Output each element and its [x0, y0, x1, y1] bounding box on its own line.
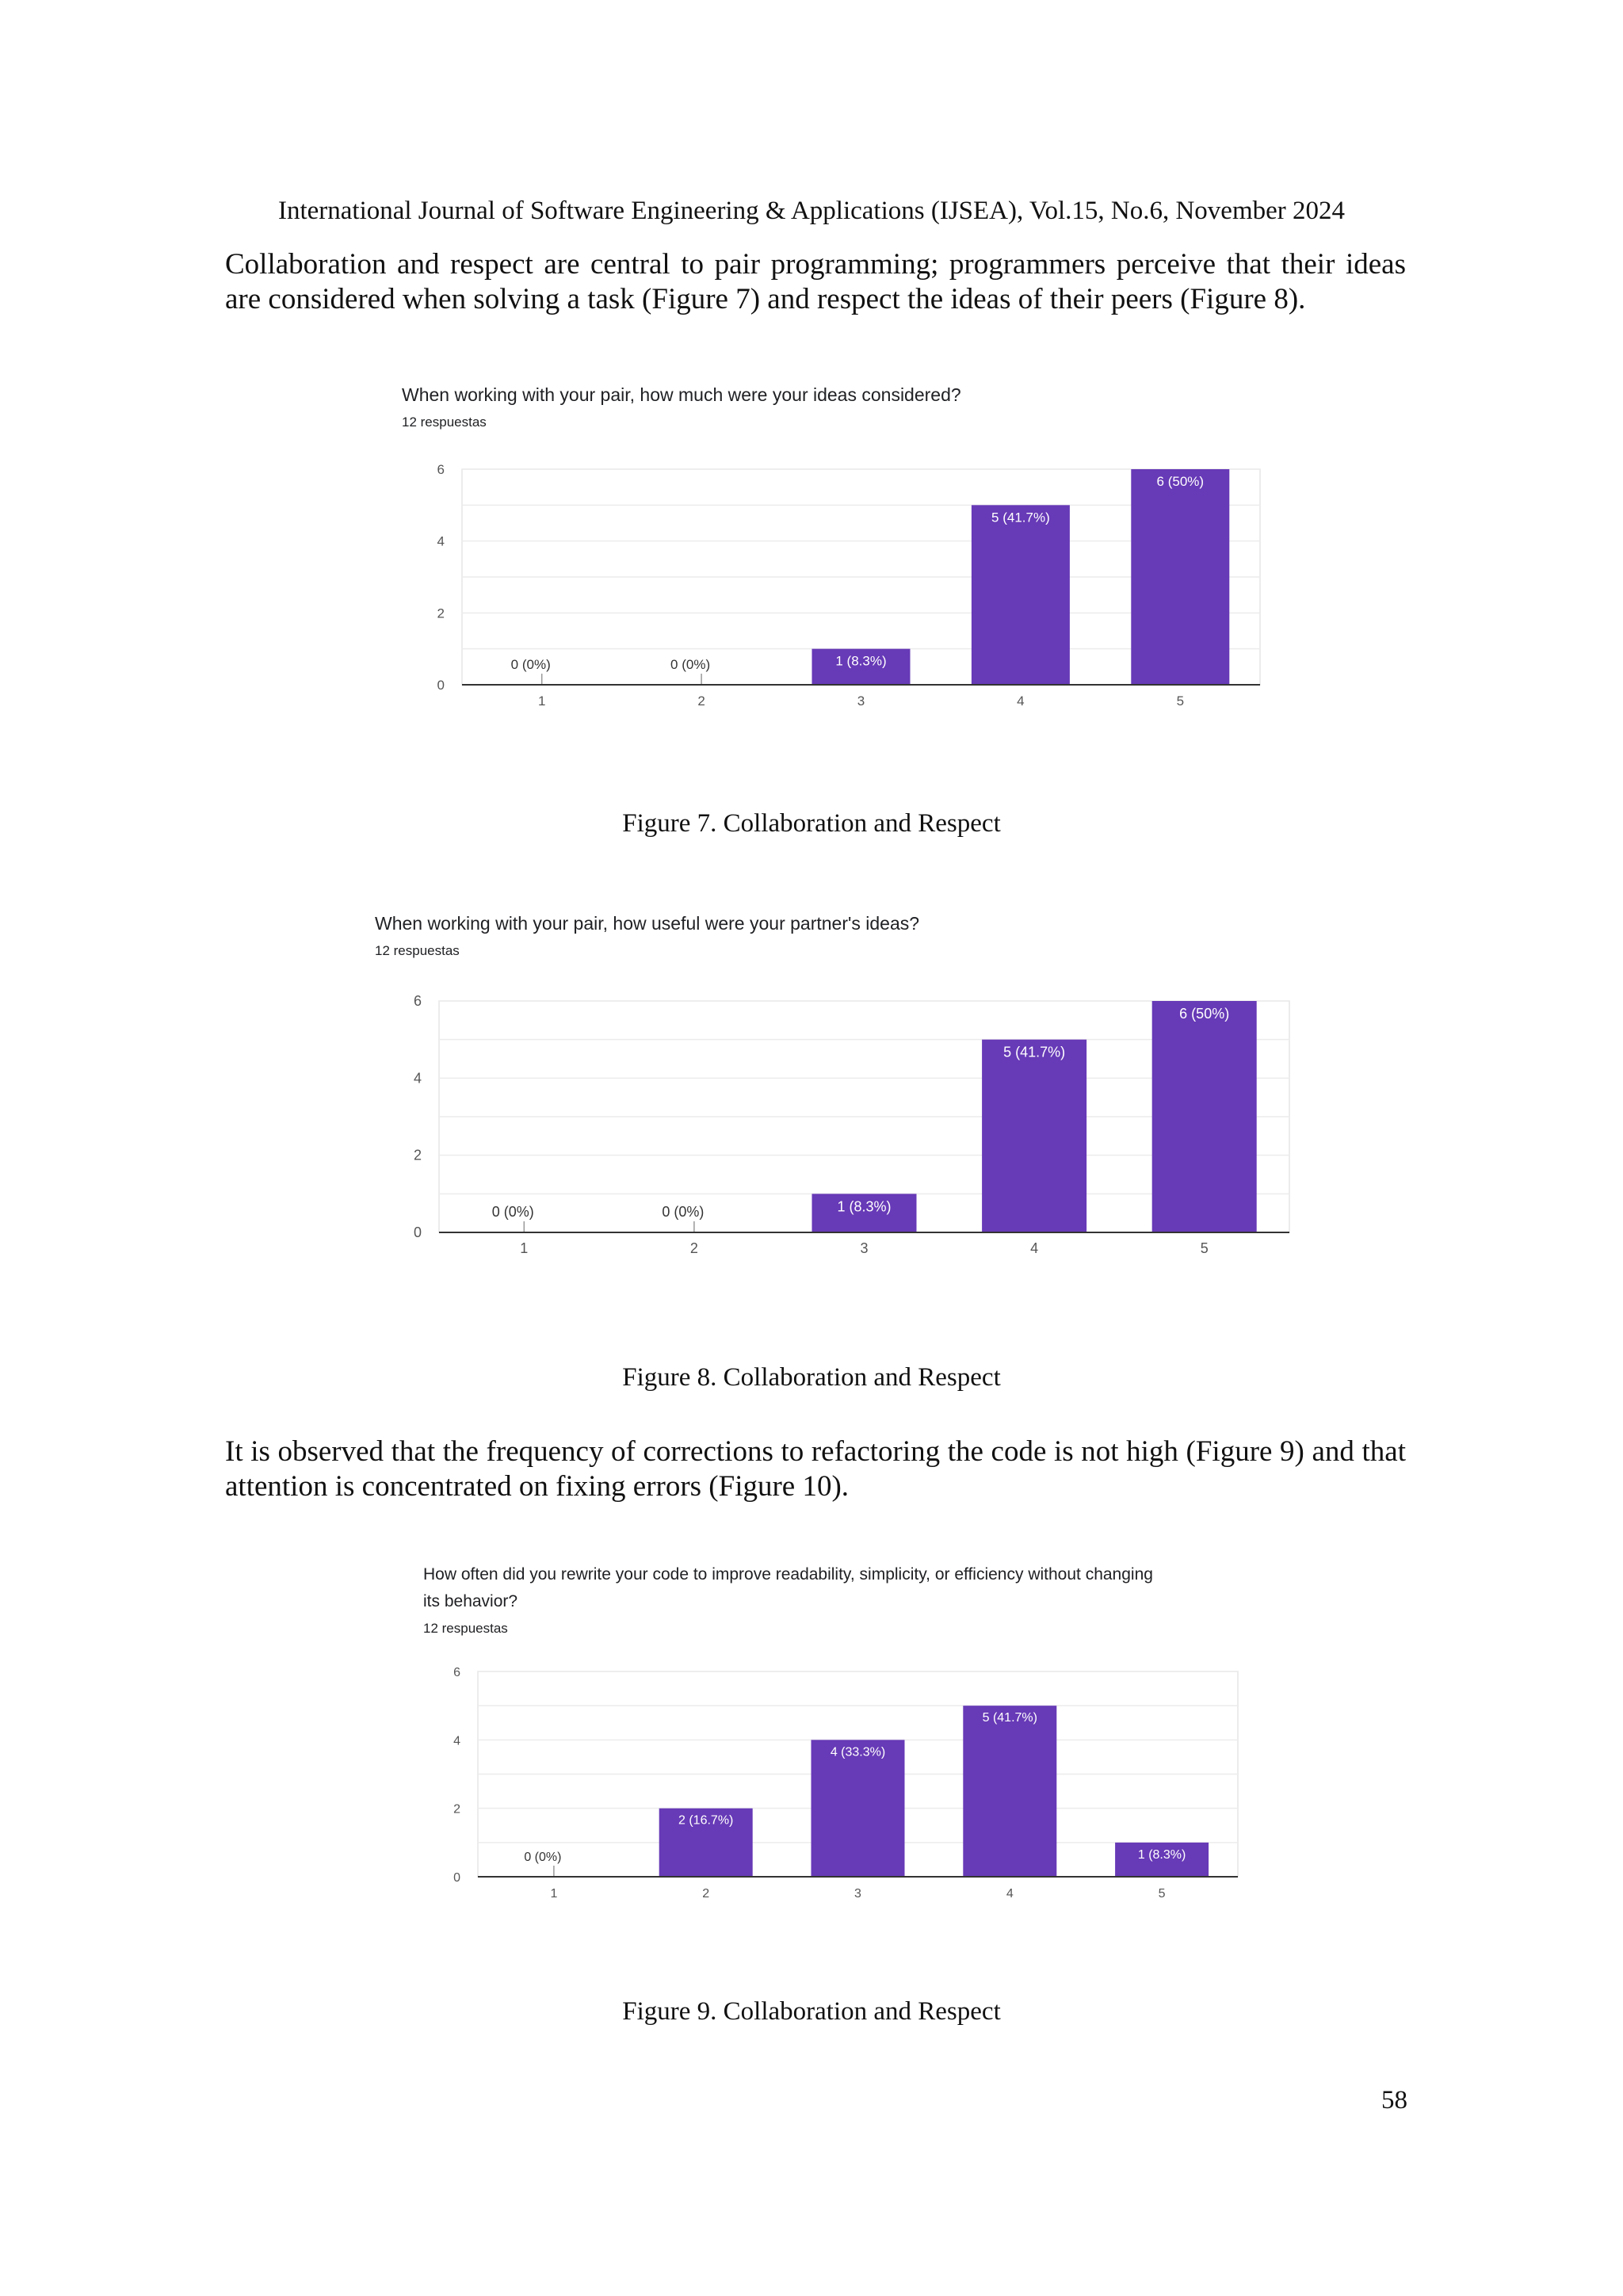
y-tick-label: 6: [437, 462, 445, 477]
x-tick-label: 1: [537, 693, 546, 709]
x-tick-label: 4: [1030, 1240, 1039, 1256]
data-label: 4 (33.3%): [830, 1745, 886, 1759]
y-tick-label: 0: [453, 1871, 460, 1885]
data-label: 1 (8.3%): [1137, 1847, 1186, 1862]
data-label: 2 (16.7%): [678, 1813, 734, 1828]
data-label: 1 (8.3%): [837, 1198, 892, 1215]
data-label: 6 (50%): [1179, 1006, 1230, 1022]
y-tick-label: 4: [437, 533, 445, 549]
y-tick-label: 4: [413, 1070, 422, 1087]
data-label: 5 (41.7%): [982, 1711, 1037, 1725]
data-label: 0 (0%): [670, 657, 711, 672]
y-tick-label: 0: [413, 1224, 422, 1240]
y-tick-label: 4: [453, 1734, 460, 1748]
x-tick-label: 4: [1006, 1887, 1014, 1901]
y-tick-label: 2: [453, 1802, 460, 1817]
journal-header: International Journal of Software Engineering & Applications (IJSEA), Vol.15, No.6, November 2024: [277, 197, 1346, 225]
bar: [963, 1706, 1056, 1877]
figure9-question-line1: How often did you rewrite your code to improve readability, simplicity, or efficiency without changing: [423, 1565, 1153, 1584]
y-tick-label: 6: [413, 993, 422, 1009]
x-tick-label: 3: [854, 1887, 861, 1901]
bar: [812, 1740, 905, 1877]
figure9-responses: 12 respuestas: [423, 1621, 508, 1636]
x-tick-label: 1: [520, 1240, 529, 1256]
y-tick-label: 0: [437, 678, 445, 693]
x-tick-label: 2: [702, 1887, 710, 1901]
figure9-caption: Figure 9. Collaboration and Respect: [622, 1997, 1001, 2026]
x-tick-label: 2: [689, 1240, 698, 1256]
figure8-caption: Figure 8. Collaboration and Respect: [622, 1363, 1001, 1392]
paragraph-intro: Collaboration and respect are central to pair programming; programmers perceive that their ideas are considered when solving a task (Figure 7) and respect the ideas of their peers (Figure 8).: [225, 248, 1406, 315]
data-label: 0 (0%): [491, 1204, 534, 1220]
x-tick-label: 4: [1017, 693, 1025, 709]
x-tick-label: 3: [857, 693, 865, 709]
page-number: 58: [1381, 2086, 1407, 2115]
data-label: 6 (50%): [1156, 474, 1205, 489]
x-tick-label: 2: [697, 693, 705, 709]
x-tick-label: 5: [1200, 1240, 1209, 1256]
figure8-responses: 12 respuestas: [375, 943, 460, 958]
x-tick-label: 5: [1158, 1887, 1166, 1901]
data-label: 0 (0%): [510, 657, 551, 672]
figure7-question: When working with your pair, how much were your ideas considered?: [402, 384, 961, 405]
x-tick-label: 1: [550, 1887, 558, 1901]
data-label: 0 (0%): [662, 1204, 705, 1220]
figure9-question-line2: its behavior?: [423, 1592, 518, 1610]
figure7-caption: Figure 7. Collaboration and Respect: [622, 809, 1001, 838]
paragraph-refactoring: It is observed that the frequency of corrections to refactoring the code is not high (Figure 9) and that attention is concentrated on fixing errors (Figure 10).: [225, 1435, 1406, 1503]
x-tick-label: 3: [860, 1240, 869, 1256]
data-label: 0 (0%): [524, 1851, 562, 1864]
y-tick-label: 6: [453, 1666, 460, 1679]
data-label: 1 (8.3%): [835, 653, 887, 669]
figure8-question: When working with your pair, how useful were your partner's ideas?: [375, 913, 920, 934]
x-tick-label: 5: [1176, 693, 1185, 709]
y-tick-label: 2: [413, 1147, 422, 1163]
data-label: 5 (41.7%): [991, 510, 1050, 525]
figure7-responses: 12 respuestas: [402, 415, 487, 430]
y-tick-label: 2: [437, 606, 445, 621]
data-label: 5 (41.7%): [1003, 1044, 1066, 1060]
